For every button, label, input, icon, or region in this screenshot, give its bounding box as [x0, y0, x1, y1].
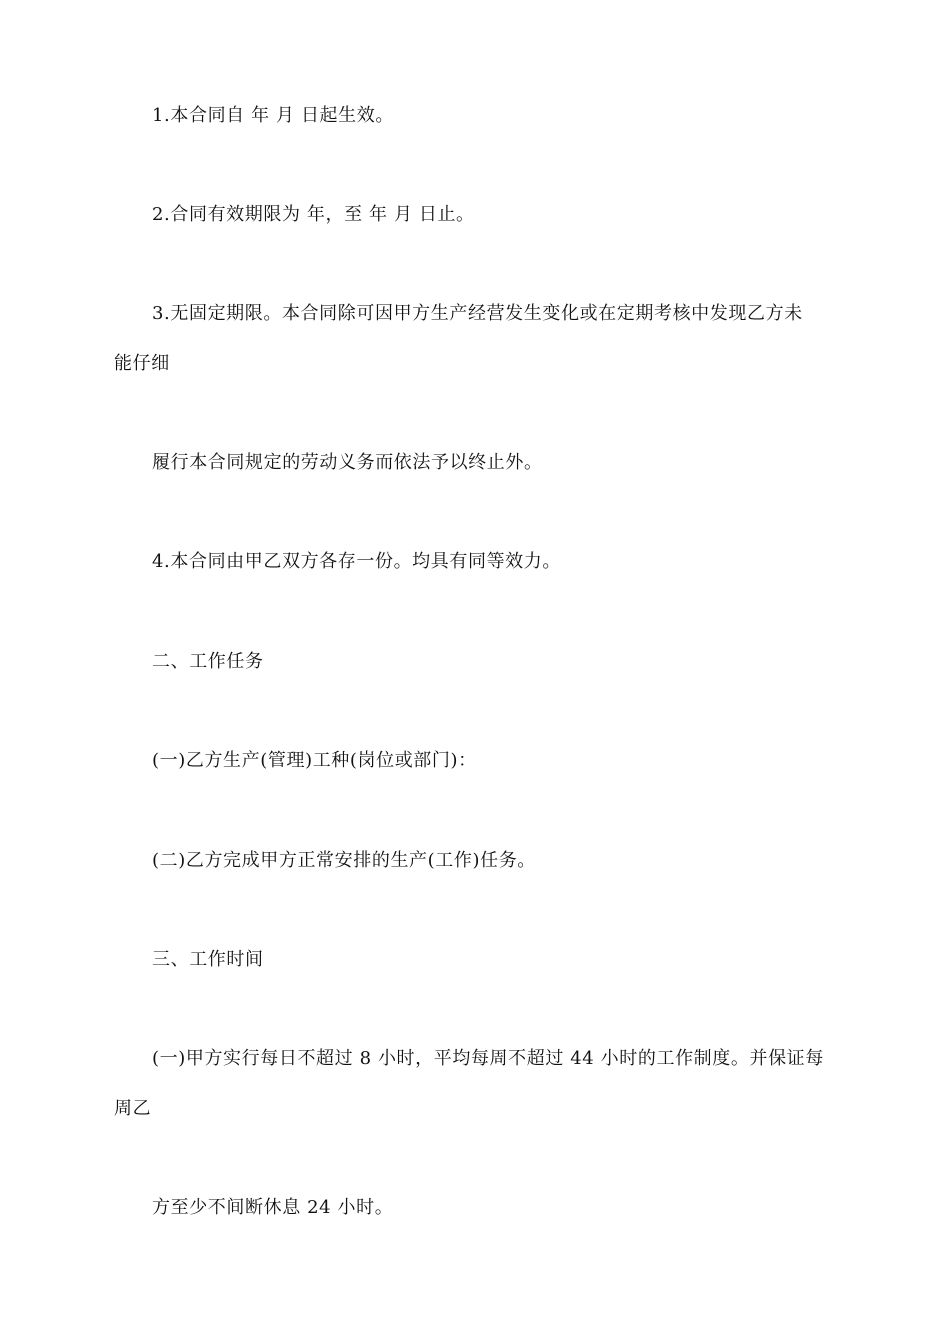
- clause-working-hours: (一)甲方实行每日不超过 8 小时，平均每周不超过 44 小时的工作制度。并保证每: [152, 1048, 824, 1069]
- clause-job-type: (一)乙方生产(管理)工种(岗位或部门)：: [152, 750, 477, 771]
- clause-indefinite-term: 3.无固定期限。本合同除可因甲方生产经营发生变化或在定期考核中发现乙方未: [152, 303, 803, 324]
- section-heading-work-tasks: 二、工作任务: [152, 651, 264, 672]
- clause-contract-term: 2.合同有效期限为 年，至 年 月 日止。: [152, 204, 475, 225]
- clause-indefinite-term-wrap: 能仔细: [114, 353, 170, 374]
- clause-effective-date: 1.本合同自 年 月 日起生效。: [152, 105, 394, 126]
- clause-rest-period: 方至少不间断休息 24 小时。: [152, 1197, 394, 1218]
- clause-complete-tasks: (二)乙方完成甲方正常安排的生产(工作)任务。: [152, 850, 536, 871]
- clause-indefinite-term-continued: 履行本合同规定的劳动义务而依法予以终止外。: [152, 452, 543, 473]
- clause-working-hours-wrap: 周乙: [114, 1098, 152, 1119]
- section-heading-working-hours: 三、工作时间: [152, 949, 264, 970]
- clause-copies: 4.本合同由甲乙双方各存一份。均具有同等效力。: [152, 551, 561, 572]
